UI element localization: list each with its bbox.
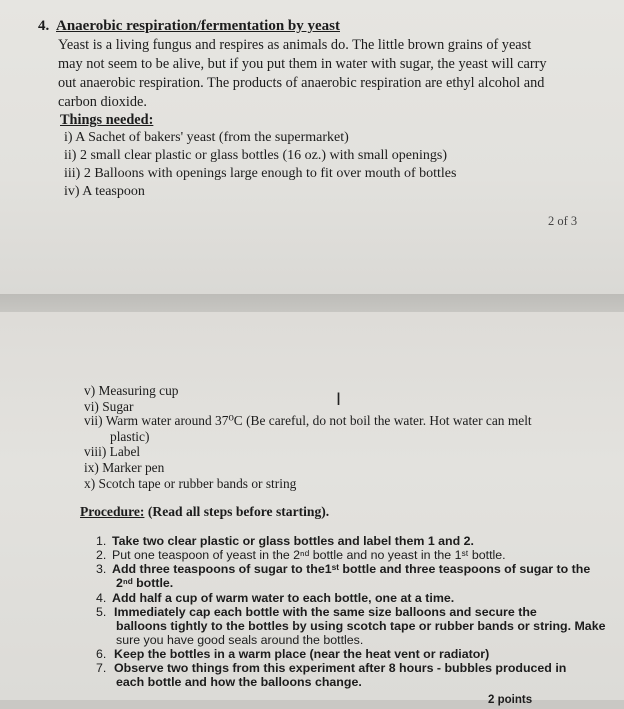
intro-line-1: Yeast is a living fungus and respires as animals do. The little brown grains of yeast [58,37,532,53]
intro-line-3: out anaerobic respiration. The products of anaerobic respiration are ethyl alcohol and [58,75,545,91]
step-text-continued: sure you have good seals around the bottles. [116,633,364,647]
step-number: 4. [96,591,107,605]
material-item: i) A Sachet of bakers' yeast (from the supermarket) [64,130,349,145]
things-needed-heading: Things needed: [60,112,154,128]
step-number: 5. [96,605,107,619]
material-item: v) Measuring cup [84,383,179,398]
section-title: Anaerobic respiration/fermentation by yeast [56,18,340,34]
text-cursor-icon: I [336,390,342,410]
material-item: ix) Marker pen [84,460,165,475]
material-item: viii) Label [84,444,141,459]
intro-line-4: carbon dioxide. [58,94,147,110]
material-item: vi) Sugar [84,399,134,414]
page-gap [0,294,624,312]
step-text: Take two clear plastic or glass bottles and label them 1 and 2. [112,534,474,548]
procedure-label: Procedure: [80,504,145,519]
step-text: Put one teaspoon of yeast in the 2ⁿᵈ bottle and no yeast in the 1ˢᵗ bottle. [112,548,506,562]
step-text: Add half a cup of warm water to each bottle, one at a time. [112,591,455,605]
step-text: Observe two things from this experiment after 8 hours - bubbles produced in [114,661,567,675]
step-text: Add three teaspoons of sugar to the1ˢᵗ bottle and three teaspoons of sugar to the [112,562,591,576]
material-item-continued: plastic) [110,429,150,444]
step-number: 2. [96,548,107,562]
intro-line-2: may not seem to be alive, but if you put them in water with sugar, the yeast will carry [58,56,547,72]
material-item: iv) A teaspoon [64,184,145,199]
points-label: 2 points [488,694,533,706]
step-text: Keep the bottles in a warm place (near the heat vent or radiator) [114,647,490,661]
material-item: vii) Warm water around 37⁰C (Be careful, do not boil the water. Hot water can melt [84,413,532,428]
step-number: 7. [96,661,107,675]
material-item: x) Scotch tape or rubber bands or string [84,476,297,491]
step-number: 1. [96,534,107,548]
procedure-subheading: (Read all steps before starting). [147,504,330,519]
material-item: iii) 2 Balloons with openings large enough to fit over mouth of bottles [64,166,457,181]
procedure-heading [80,503,329,520]
step-number: 3. [96,562,107,576]
page-number: 2 of 3 [548,214,578,228]
step-number: 6. [96,647,107,661]
step-text-continued: 2ⁿᵈ bottle. [116,576,174,590]
step-text-continued: each bottle and how the balloons change. [116,675,362,689]
section-number: 4. [38,18,50,34]
material-item: ii) 2 small clear plastic or glass bottles (16 oz.) with small openings) [64,148,447,163]
step-text-continued: balloons tightly to the bottles by using scotch tape or rubber bands or string. Make [116,619,606,633]
step-text: Immediately cap each bottle with the same size balloons and secure the [114,605,537,619]
